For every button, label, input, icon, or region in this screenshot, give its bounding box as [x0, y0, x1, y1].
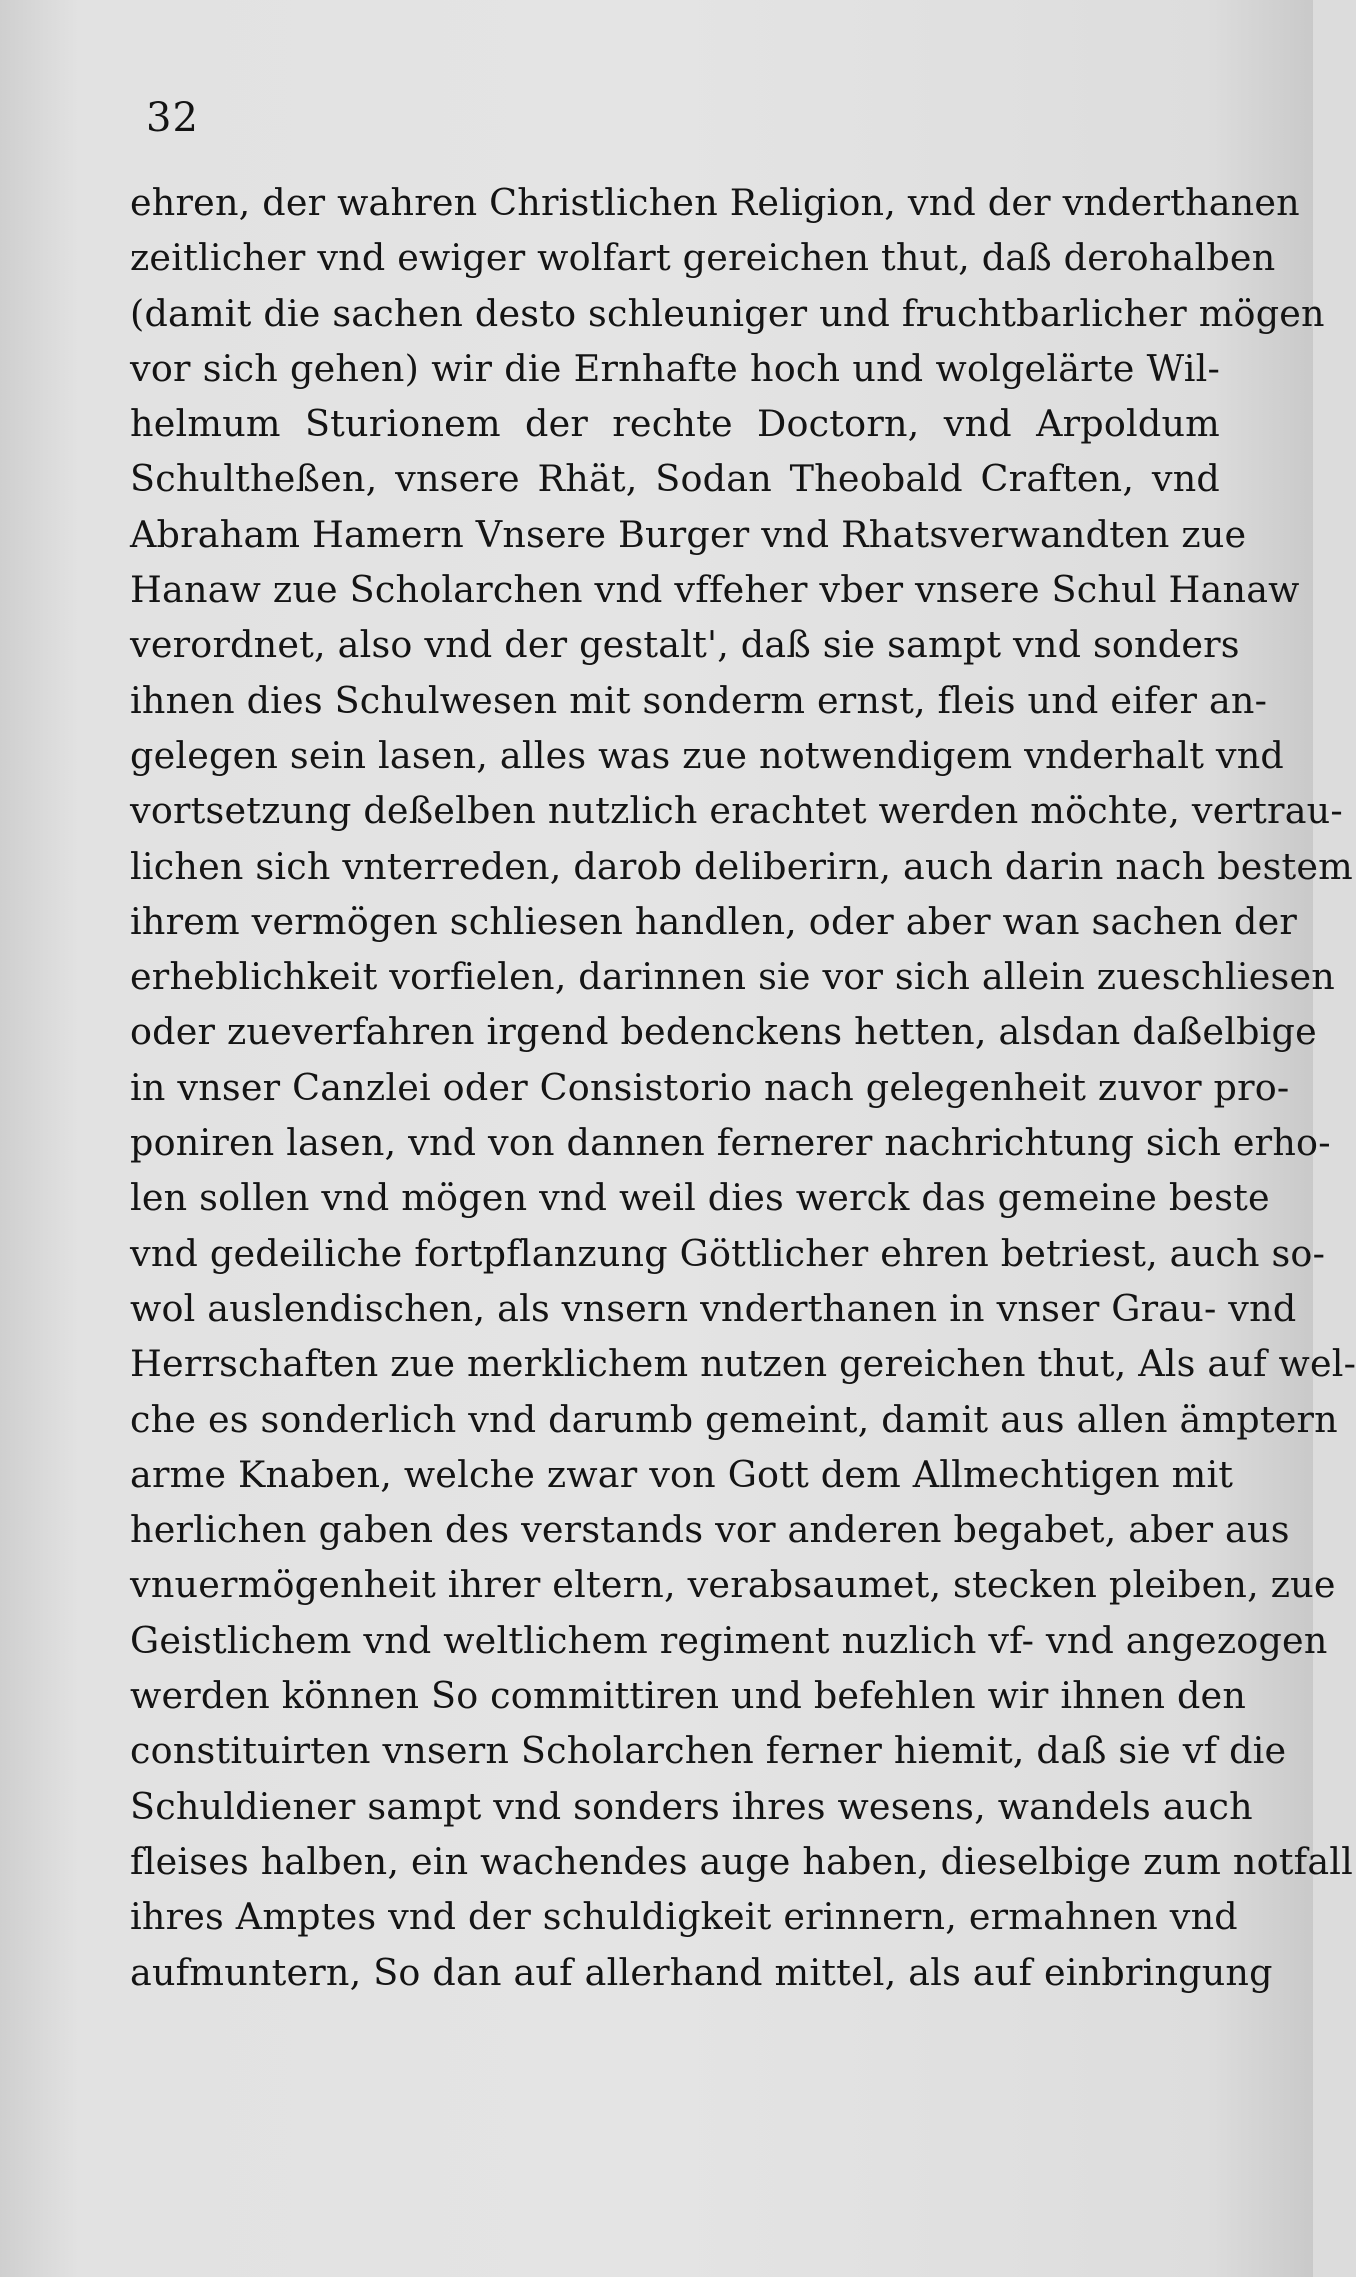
text-line: che es sonderlich vnd darumb gemeint, damit aus allen ämptern: [130, 1397, 1338, 1441]
text-line: oder zueverfahren irgend bedenckens hetten, alsdan daßelbige: [130, 1010, 1317, 1054]
text-line: wol auslendischen, als vnsern vnderthanen in vnser Grau- vnd: [130, 1286, 1297, 1330]
text-line: erheblichkeit vorfielen, darinnen sie vor sich allein zueschliesen: [130, 955, 1335, 999]
text-line: vortsetzung deßelben nutzlich erachtet werden möchte, vertrau-: [130, 789, 1343, 833]
text-line: Hanaw zue Scholarchen vnd vffeher vber vnsere Schul Hanaw: [130, 568, 1300, 612]
text-line: Schuldiener sampt vnd sonders ihres wesens, wandels auch: [130, 1784, 1253, 1828]
page-number: 32: [146, 95, 199, 141]
text-line: poniren lasen, vnd von dannen fernerer nachrichtung sich erho-: [130, 1121, 1331, 1165]
text-line: herlichen gaben des verstands vor anderen begabet, aber aus: [130, 1508, 1290, 1552]
text-line: lichen sich vnterreden, darob deliberirn, auch darin nach bestem: [130, 844, 1353, 888]
text-line: Herrschaften zue merklichem nutzen gereichen thut, Als auf wel-: [130, 1342, 1356, 1386]
text-line: ihnen dies Schulwesen mit sonderm ernst, fleis und eifer an-: [130, 678, 1268, 722]
text-line: Geistlichem vnd weltlichem regiment nuzlich vf- vnd angezogen: [130, 1618, 1328, 1662]
text-line: helmum Sturionem der rechte Doctorn, vnd Arpoldum: [130, 402, 1220, 446]
text-line: Abraham Hamern Vnsere Burger vnd Rhatsverwandten zue: [130, 512, 1247, 556]
text-line: Schultheßen, vnsere Rhät, Sodan Theobald Craften, vnd: [130, 457, 1220, 501]
body-text: [130, 175, 1356, 2000]
text-line: ihrem vermögen schliesen handlen, oder aber wan sachen der: [130, 899, 1298, 943]
text-line: vor sich gehen) wir die Ernhafte hoch und wolgelärte Wil-: [130, 346, 1220, 390]
text-line: zeitlicher vnd ewiger wolfart gereichen thut, daß derohalben: [130, 236, 1276, 280]
text-line: vnd gedeiliche fortpflanzung Göttlicher ehren betriest, auch so-: [130, 1231, 1326, 1275]
text-line: verordnet, also vnd der gestalt', daß sie sampt vnd sonders: [130, 623, 1240, 667]
text-line: aufmuntern, So dan auf allerhand mittel, als auf einbringung: [130, 1950, 1273, 1994]
text-line: ihres Amptes vnd der schuldigkeit erinnern, ermahnen vnd: [130, 1895, 1238, 1939]
text-line: len sollen vnd mögen vnd weil dies werck das gemeine beste: [130, 1176, 1270, 1220]
text-line: arme Knaben, welche zwar von Gott dem Allmechtigen mit: [130, 1452, 1234, 1496]
text-line: in vnser Canzlei oder Consistorio nach gelegenheit zuvor pro-: [130, 1065, 1290, 1109]
text-line: gelegen sein lasen, alles was zue notwendigem vnderhalt vnd: [130, 733, 1284, 777]
text-line: fleises halben, ein wachendes auge haben, dieselbige zum notfall: [130, 1839, 1354, 1883]
text-line: (damit die sachen desto schleuniger und fruchtbarlicher mögen: [130, 291, 1325, 335]
text-line: constituirten vnsern Scholarchen ferner hiemit, daß sie vf die: [130, 1729, 1287, 1773]
text-line: ehren, der wahren Christlichen Religion, vnd der vnderthanen: [130, 181, 1300, 224]
text-line: werden können So committiren und befehlen wir ihnen den: [130, 1674, 1247, 1718]
text-line: vnuermögenheit ihrer eltern, verabsaumet, stecken pleiben, zue: [130, 1563, 1336, 1607]
